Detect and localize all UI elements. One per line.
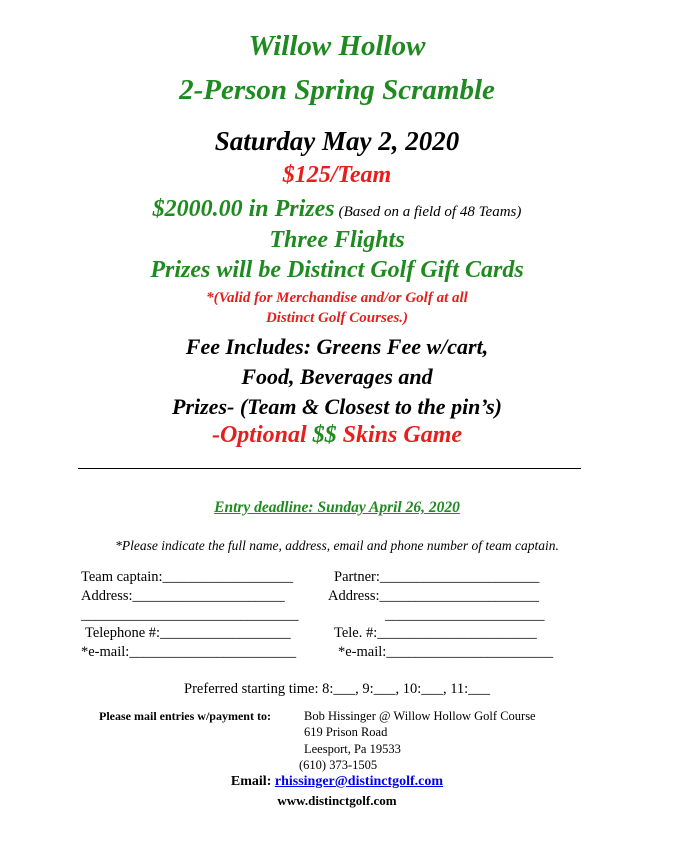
address-right-field[interactable]: Address:______________________ (328, 588, 540, 604)
flights: Three Flights (269, 227, 405, 253)
preferred-starting-time[interactable]: Preferred starting time: 8:___, 9:___, 10:___, 11:___ (184, 681, 490, 697)
event-title-line1: Willow Hollow (248, 30, 426, 62)
entry-deadline: Entry deadline: Sunday April 26, 2020 (214, 499, 460, 516)
address-right-line2[interactable]: ______________________ (385, 607, 545, 623)
prize-amount: $2000.00 in Prizes (152, 196, 335, 222)
address-left-field[interactable]: Address:_____________________ (81, 588, 285, 604)
mail-city: Leesport, Pa 19533 (304, 742, 401, 756)
email-label: Email: (230, 774, 272, 789)
email-link[interactable]: rhissinger@distinctgolf.com (274, 774, 444, 789)
divider-line (78, 468, 581, 469)
mail-phone: (610) 373-1505 (299, 758, 378, 772)
prize-note: (Based on a field of 48 Teams) (338, 204, 522, 220)
email-right-field[interactable]: *e-mail:_______________________ (338, 644, 554, 660)
address-left-line2[interactable]: ______________________________ (81, 607, 299, 623)
team-captain-field[interactable]: Team captain:__________________ (81, 569, 294, 585)
fee-line2: Food, Beverages and (241, 364, 433, 389)
tele-field[interactable]: Tele. #:______________________ (334, 625, 537, 641)
fee-line1: Fee Includes: Greens Fee w/cart, (185, 334, 489, 359)
skins-prefix: -Optional (211, 422, 313, 448)
valid-note-line2: Distinct Golf Courses.) (265, 310, 409, 326)
valid-note-line1: *(Valid for Merchandise and/or Golf at all (206, 290, 468, 306)
website: www.distinctgolf.com (277, 793, 397, 808)
entry-instruction: *Please indicate the full name, address, email and phone number of team captain. (115, 538, 559, 553)
mail-label: Please mail entries w/payment to: (99, 709, 271, 723)
team-price: $125/Team (282, 162, 392, 188)
gift-cards: Prizes will be Distinct Golf Gift Cards (150, 257, 524, 283)
prize-amount-line (0, 196, 674, 223)
event-date: Saturday May 2, 2020 (214, 126, 460, 156)
mail-recipient: Bob Hissinger @ Willow Hollow Golf Course (304, 709, 536, 723)
skins-money: $$ (312, 422, 337, 448)
partner-field[interactable]: Partner:______________________ (334, 569, 540, 585)
email-left-field[interactable]: *e-mail:_______________________ (81, 644, 297, 660)
event-title-line2: 2-Person Spring Scramble (179, 74, 495, 106)
mail-street: 619 Prison Road (304, 725, 388, 739)
skins-suffix: Skins Game (336, 422, 463, 448)
fee-line3: Prizes- (Team & Closest to the pin’s) (172, 394, 502, 419)
email-line (0, 774, 674, 790)
skins-game (0, 422, 674, 449)
telephone-field[interactable]: Telephone #:__________________ (85, 625, 291, 641)
